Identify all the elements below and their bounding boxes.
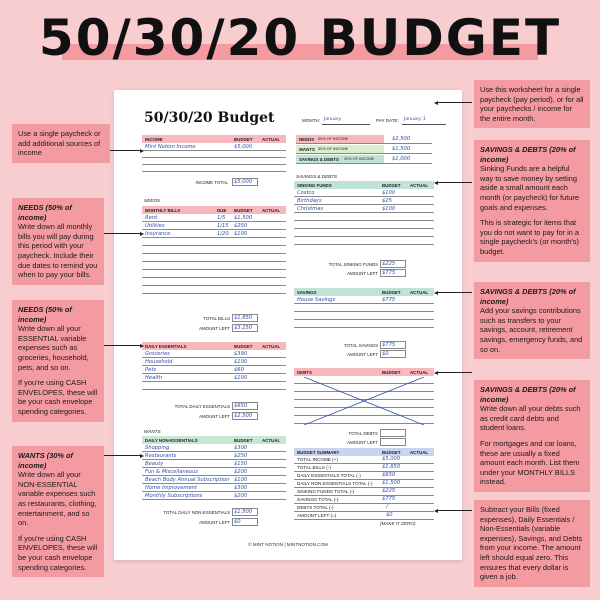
arrow-sinking-funds [436,182,472,183]
arrow-income [110,150,142,151]
income-total-value: $5,000 [234,179,253,185]
note-debts: SAVINGS & DEBTS (20% of income) Write down all your debts such as credit card debts and student loans. For mortgages and car loans, these are usually a fixed amount each month. List them under your MONTHLY BILLS instead. [474,380,590,492]
worksheet-title: 50/30/20 Budget [144,110,275,126]
note-savings: SAVINGS & DEBTS (20% of income) Add your savings contributions such as transfers to your savings, account, retirement savings, emergency funds, and so on. [474,282,590,359]
income-total-label: INCOME TOTAL [195,180,228,185]
arrow-daily-essentials [104,345,142,346]
month-label: MONTH: [302,118,321,123]
wants-section-label: WANTS [144,429,161,434]
footer-credit: © MINT NOTION | MINTNOTION.COM [248,542,328,547]
page-title: 50/30/20 BUDGET [38,9,562,67]
note-budget-summary: Subtract your Bills (fixed expenses), Daily Essentials / Non-Essentials (variable expenses), Savings, and Debts from your income. The amount left should equal zero. This ensures that every dollar is given a job. [474,500,590,587]
note-sinking-funds: SAVINGS & DEBTS (20% of income) Sinking Funds are a helpful way to save money by setting aside a small amount each month (or paycheck) for future goals and expenses. This is strategic for items that you do not want to pay for in a single paycheck's (or month's) budget. [474,140,590,262]
note-income: Use a single paycheck or add additional sources of income [12,124,110,163]
income-source: Mint Notion Income [145,144,196,150]
needs-section-label: NEEDS [144,198,160,203]
arrow-monthly-bills [104,233,142,234]
note-top-right: Use this worksheet for a single paycheck (pay period), or for all your paychecks / income for the entire month. [474,80,590,128]
crossed-out-mark [304,377,424,425]
income-amount: $5,000 [234,144,253,150]
arrow-wants [104,455,142,456]
month-value: January [324,117,342,122]
arrow-top-right [436,102,472,103]
savings-debts-section-label: SAVINGS & DEBTS [296,174,338,179]
payday-value: January 1 [404,117,426,122]
note-daily-essentials: NEEDS (50% of income) Write down all your ESSENTIAL variable expenses such as groceries, household, pets, and so on. If you're using CASH ENVELOPES, these will be your cash envelope spending categories. [12,300,104,422]
budget-worksheet: 50/30/20 Budget MONTH: January PAY DATE: January 1 INCOME BUDGET ACTUAL Mint Notion Income $5,000 INCOME TOTAL $5,000 NEEDS 50% OF INCOME $2,500 WANTS 30% OF INCOME $1,500 SAVINGS & DEBTS 20% OF INCOME $1,000 NEEDS MONTHLY BILLS DUE BUDGET ACTUAL Rent 1/5 $1,500 Utilities 1/15 $250 Insurance 1/20 $100 TOTAL BILLS $1,850 AMOUNT LEFT $3,150 DAILY ESSENTIALS BUDGET ACTUAL Groceries $390 Household $100 Pets $60 Health $100 TOTAL DAILY ESSENTIALS $650 AMOUNT LEFT $2,500 WANTS DAILY NON-ESSENTIALS BUDGET ACTUAL Shopping $300 Restaurants $250 Beauty $150 Fun & Miscellaneous $200 Beach Body Annual Subscription $100 Home Improvement $300 Monthly Subscriptions $200 TOTAL DAILY NON-ESSENTIALS $1,500 AMOUNT LEFT $0 SAVINGS & DEBTS SINKING FUNDS BUDGET ACTUAL Costco $100 Birthdays $25 Christmas $100 TOTAL SINKING FUNDS $225 AMOUNT LEFT $775 SAVINGS BUDGET ACTUAL House Savings $775 TOTAL SAVINGS $775 AMOUNT LEFT $0 DEBTS BUDGET ACTUAL TOTAL DEBTS AMOUNT LEFT BUDGET SUMMARY BUDGET ACTUAL TOTAL INCOME (+) $5,000 TOTAL BILLS (-) $1,850 DAILY ESSENTIALS TOTAL (-) $650 DAILY NON-ESSENTIALS TOTAL (-) $1,500 SINKING FUNDS TOTAL (-) $225 SAVINGS TOTAL (-) $775 DEBTS TOTAL (-) / AMOUNT LEFT (=) $0 (MAKE IT ZERO) © MINT NOTION | MINTNOTION.COM [114,90,462,560]
arrow-debts [436,372,472,373]
note-monthly-bills: NEEDS (50% of income) Write down all monthly bills you will pay during this period with your paycheck. Include their due dates to remind you when to pay your bills. [12,198,104,285]
note-wants: WANTS (30% of income) Write down all your NON-ESSENTIAL variable expenses such as restaurants, clothing, entertainment, and so on. If you're using CASH ENVELOPES, these will be your cash envelope spending categories. [12,446,104,577]
arrow-savings [436,292,472,293]
arrow-budget-summary [436,510,472,511]
payday-label: PAY DATE: [376,118,399,123]
